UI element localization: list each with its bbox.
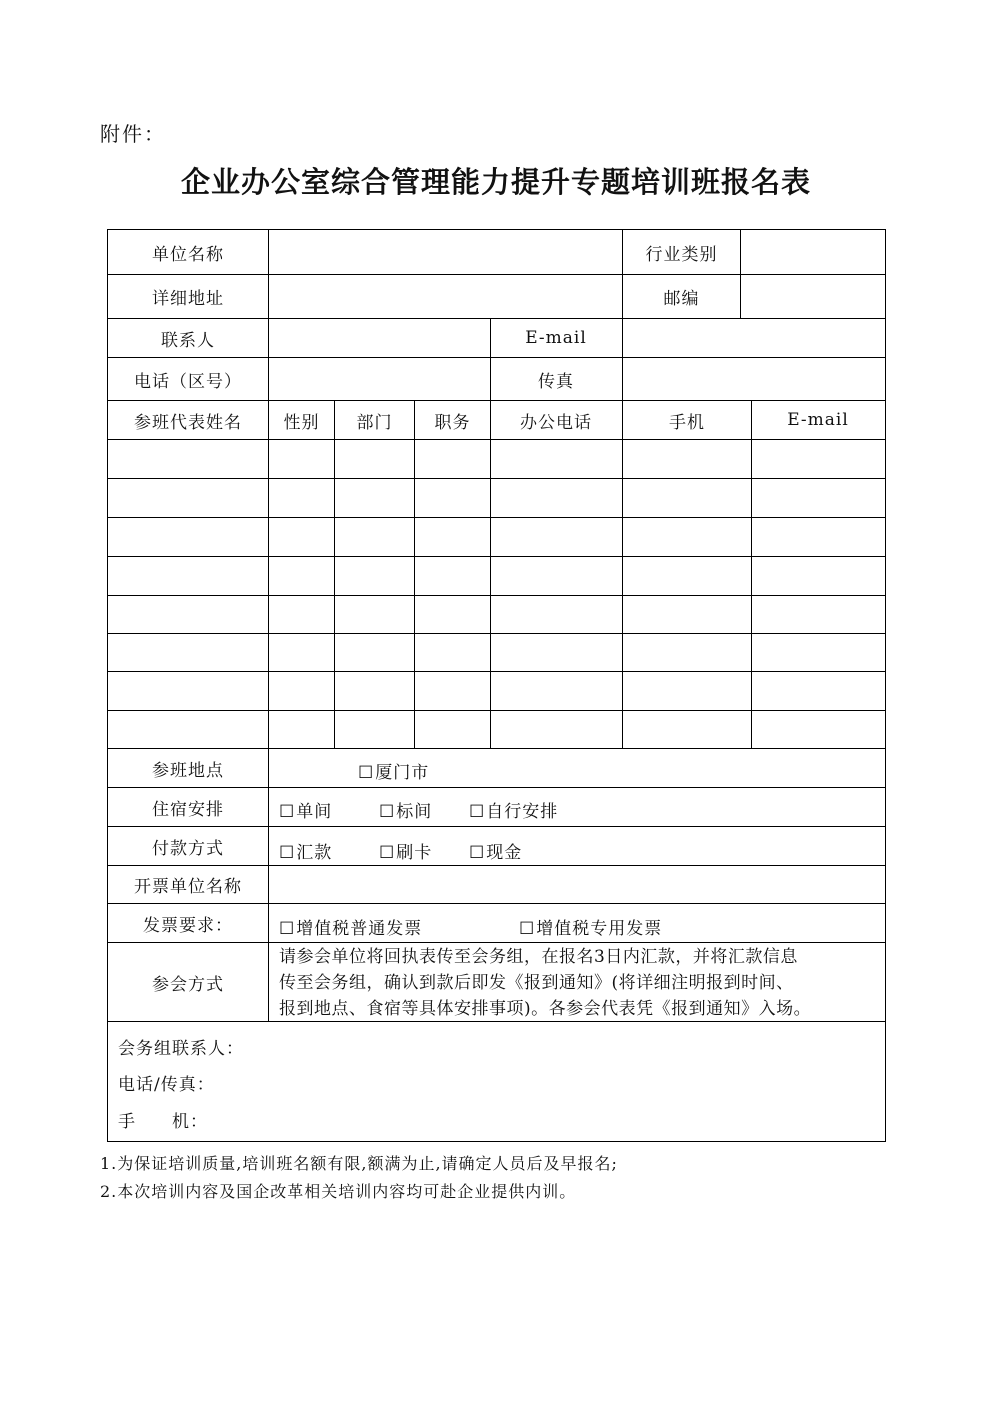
industry-label: 行业类别: [645, 244, 718, 265]
invoice-option-label: 增值税普通发票: [296, 919, 423, 939]
contact-field[interactable]: [269, 319, 490, 357]
header-name: 参班代表姓名: [134, 412, 242, 433]
location-option[interactable]: [358, 758, 429, 783]
grid-line: [490, 400, 491, 749]
email-field[interactable]: [623, 319, 884, 357]
invoice-unit-label: 开票单位名称: [134, 877, 242, 897]
checkbox-icon: ☐: [379, 843, 396, 863]
checkbox-icon: ☐: [379, 802, 396, 822]
grid-line: [622, 400, 623, 749]
invoice-option-special[interactable]: [519, 914, 662, 939]
grid-line: [107, 595, 886, 596]
contact-label: 联系人: [161, 330, 215, 351]
grid-line: [107, 478, 886, 479]
email-label: E-mail: [525, 328, 587, 348]
grid-line: [107, 556, 886, 557]
postcode-label: 邮编: [663, 289, 700, 309]
attachment-label: 附件：: [100, 122, 166, 146]
postcode-field[interactable]: [741, 275, 884, 318]
secretariat-mobile-label: 手 机：: [118, 1112, 208, 1132]
grid-line: [414, 400, 415, 749]
secretariat-contact-label: 会务组联系人：: [118, 1039, 244, 1059]
lodging-option-label: 标间: [396, 802, 433, 822]
payment-option-label: 刷卡: [396, 843, 433, 863]
checkbox-icon: ☐: [279, 802, 296, 822]
checkbox-icon: ☐: [358, 763, 375, 783]
grid-line: [107, 517, 886, 518]
note-1: 1.为保证培训质量,培训班名额有限,额满为止,请确定人员后及早报名;: [100, 1154, 618, 1173]
method-line: 请参会单位将回执表传至会务组，在报名3日内汇款，并将汇款信息: [279, 947, 798, 967]
invoice-req-label: 发票要求：: [143, 915, 233, 936]
method-line: 报到地点、食宿等具体安排事项)。各参会代表凭《报到通知》入场。: [279, 999, 812, 1019]
fax-field[interactable]: [623, 358, 884, 400]
fax-label: 传真: [538, 371, 574, 392]
lodging-option-standard[interactable]: [379, 797, 432, 822]
lodging-option-label: 自行安排: [486, 802, 559, 822]
address-field[interactable]: [269, 275, 621, 318]
industry-field[interactable]: [741, 230, 884, 274]
checkbox-icon: ☐: [469, 843, 486, 863]
payment-label: 付款方式: [152, 838, 224, 859]
note-2: 2.本次培训内容及国企改革相关培训内容均可赴企业提供内训。: [100, 1182, 577, 1201]
header-mobile: 手机: [669, 412, 705, 433]
address-label: 详细地址: [152, 289, 224, 309]
header-office-phone: 办公电话: [520, 412, 592, 433]
payment-option-card[interactable]: [379, 838, 432, 863]
lodging-option-label: 单间: [296, 802, 333, 822]
secretariat-phone-fax-label: 电话/传真：: [118, 1075, 215, 1095]
payment-option-label: 现金: [486, 843, 523, 863]
grid-line: [107, 671, 886, 672]
invoice-option-normal[interactable]: [279, 914, 422, 939]
method-label: 参会方式: [152, 974, 224, 995]
grid-line: [334, 400, 335, 749]
location-option-label: 厦门市: [375, 763, 430, 783]
header-gender: 性别: [283, 412, 320, 433]
phone-field[interactable]: [269, 358, 490, 400]
checkbox-icon: ☐: [469, 802, 486, 822]
checkbox-icon: ☐: [279, 843, 296, 863]
grid-line: [751, 400, 752, 749]
payment-option-label: 汇款: [296, 843, 333, 863]
header-department: 部门: [356, 412, 393, 433]
page-title: 企业办公室综合管理能力提升专题培训班报名表: [180, 165, 811, 199]
method-line: 传至会务组，确认到款后即发《报到通知》(将详细注明报到时间、: [279, 973, 794, 993]
invoice-unit-field[interactable]: [269, 866, 884, 903]
lodging-option-self[interactable]: [469, 797, 558, 822]
grid-line: [107, 710, 886, 711]
method-description: [279, 944, 885, 1022]
location-label: 参班地点: [152, 760, 224, 781]
grid-line: [107, 1141, 886, 1142]
grid-line: [107, 633, 886, 634]
unit-name-field[interactable]: [269, 230, 621, 274]
unit-name-label: 单位名称: [152, 244, 224, 265]
checkbox-icon: ☐: [279, 919, 296, 939]
phone-label: 电话（区号）: [134, 371, 242, 392]
checkbox-icon: ☐: [519, 919, 536, 939]
payment-option-transfer[interactable]: [279, 838, 332, 863]
grid-line: [107, 439, 886, 440]
invoice-option-label: 增值税专用发票: [536, 919, 663, 939]
payment-option-cash[interactable]: [469, 838, 522, 863]
lodging-option-single[interactable]: [279, 797, 332, 822]
grid-line: [885, 229, 886, 1142]
lodging-label: 住宿安排: [152, 799, 224, 820]
header-position: 职务: [434, 412, 471, 433]
header-email: E-mail: [787, 410, 849, 430]
